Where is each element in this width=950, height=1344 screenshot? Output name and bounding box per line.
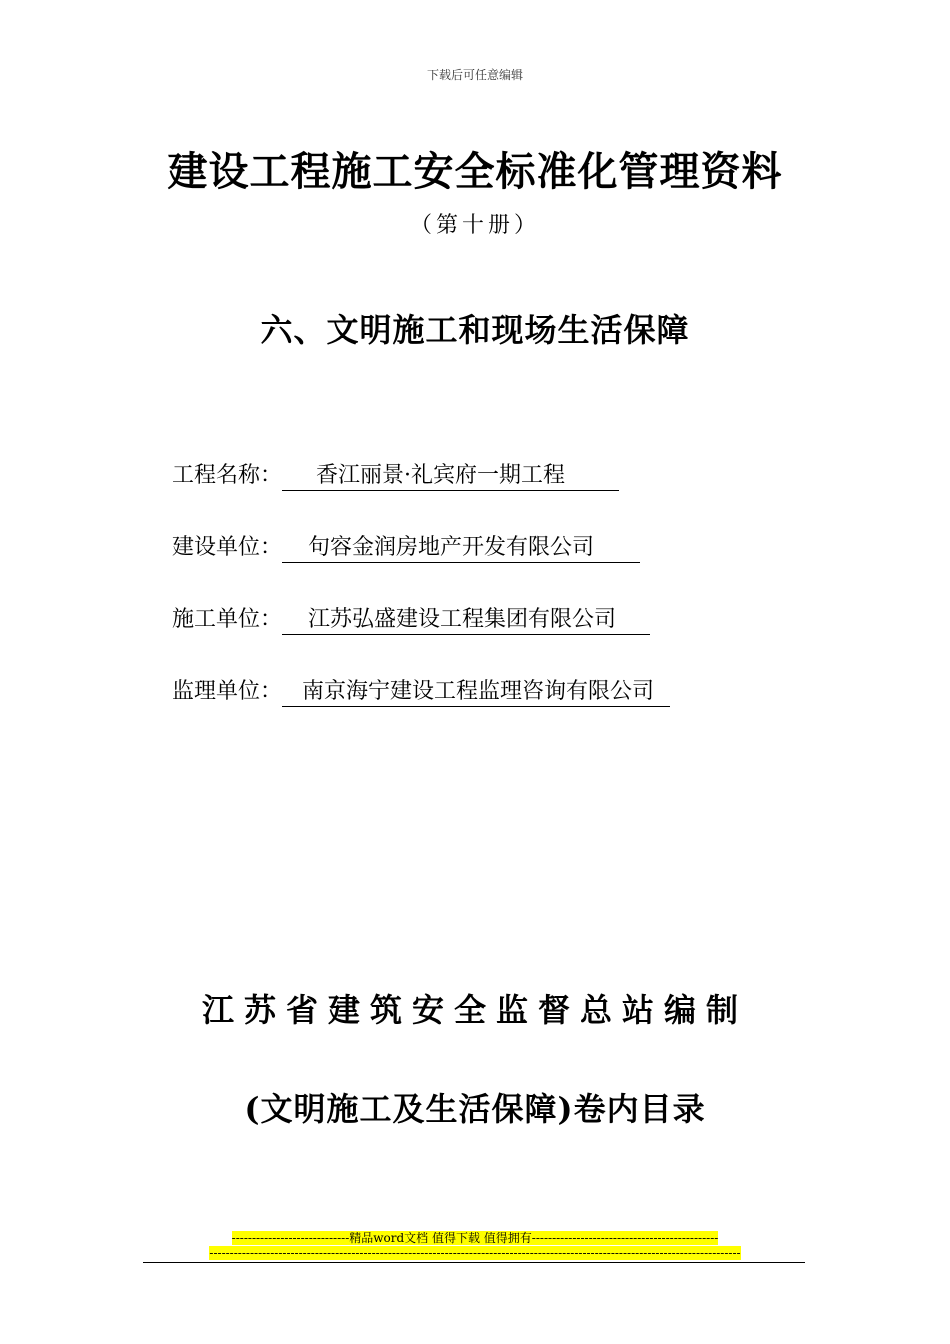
builder-row bbox=[172, 530, 640, 563]
watermark-text-1: -----------------------------精品word文档 值得下载 值得拥有---------------------------------------------- bbox=[231, 1231, 719, 1245]
watermark-line-1 bbox=[0, 1231, 950, 1246]
contractor-row bbox=[172, 602, 650, 635]
contractor-label: 施工单位： bbox=[172, 607, 283, 632]
project-name-value: 香江丽景·礼宾府一期工程 bbox=[282, 463, 619, 491]
section-title: 六、文明施工和现场生活保障 bbox=[260, 311, 690, 349]
project-name-label: 工程名称： bbox=[172, 463, 283, 488]
builder-label: 建设单位： bbox=[172, 535, 283, 560]
builder-value: 句容金润房地产开发有限公司 bbox=[282, 535, 640, 563]
supervisor-label: 监理单位： bbox=[172, 679, 283, 704]
watermark-text-2: ----------------------------------------------------------------------------------------------------------------------------------- bbox=[209, 1246, 741, 1260]
contractor-value: 江苏弘盛建设工程集团有限公司 bbox=[282, 607, 650, 635]
header-note: 下载后可任意编辑 bbox=[426, 68, 523, 82]
supervisor-row bbox=[172, 674, 670, 707]
toc-title: (文明施工及生活保障)卷内目录 bbox=[244, 1090, 706, 1128]
supervisor-value: 南京海宁建设工程监理咨询有限公司 bbox=[282, 679, 670, 707]
project-name-row bbox=[172, 458, 619, 491]
watermark-line-2 bbox=[0, 1246, 950, 1261]
volume-label: （第十册） bbox=[409, 213, 540, 238]
document-title: 建设工程施工安全标准化管理资料 bbox=[167, 149, 783, 195]
compiler-line: 江苏省建筑安全监督总站编制 bbox=[201, 991, 748, 1029]
footer-rule bbox=[143, 1262, 805, 1263]
